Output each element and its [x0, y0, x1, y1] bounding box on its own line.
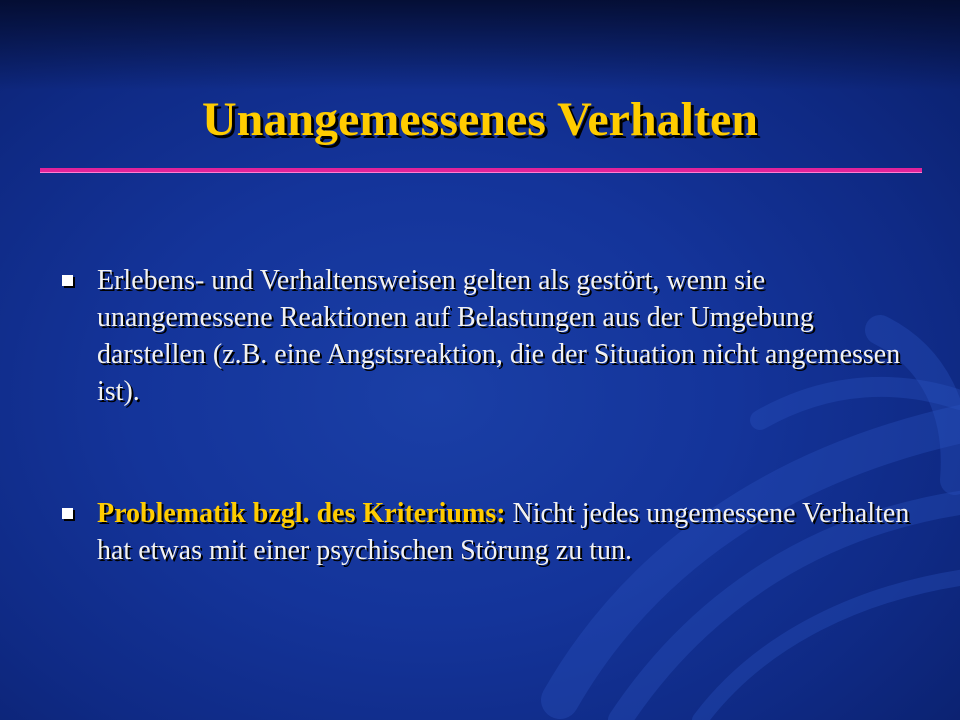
- bullet-item-definition: [60, 262, 920, 410]
- square-bullet-icon: [62, 275, 73, 286]
- bullet-lead: Problematik bzgl. des Kriteriums:: [97, 498, 506, 529]
- title-underline: [40, 168, 922, 173]
- bullet-text: Nicht jedes ungemessene Verhalten hat etwas mit einer psychischen Störung zu tun.: [97, 498, 910, 566]
- slide-title: Unangemessenes Verhalten: [201, 93, 758, 146]
- bullet-list: [60, 262, 920, 569]
- bullet-text: Erlebens- und Verhaltensweisen gelten als gestört, wenn sie unangemessene Reaktionen auf Belastungen aus der Umgebung darstellen (z.B. eine Angstsreaktion, die der Situation nicht angemessen ist).: [97, 265, 901, 407]
- square-bullet-icon: [62, 508, 73, 519]
- bullet-item-problem: [60, 495, 920, 569]
